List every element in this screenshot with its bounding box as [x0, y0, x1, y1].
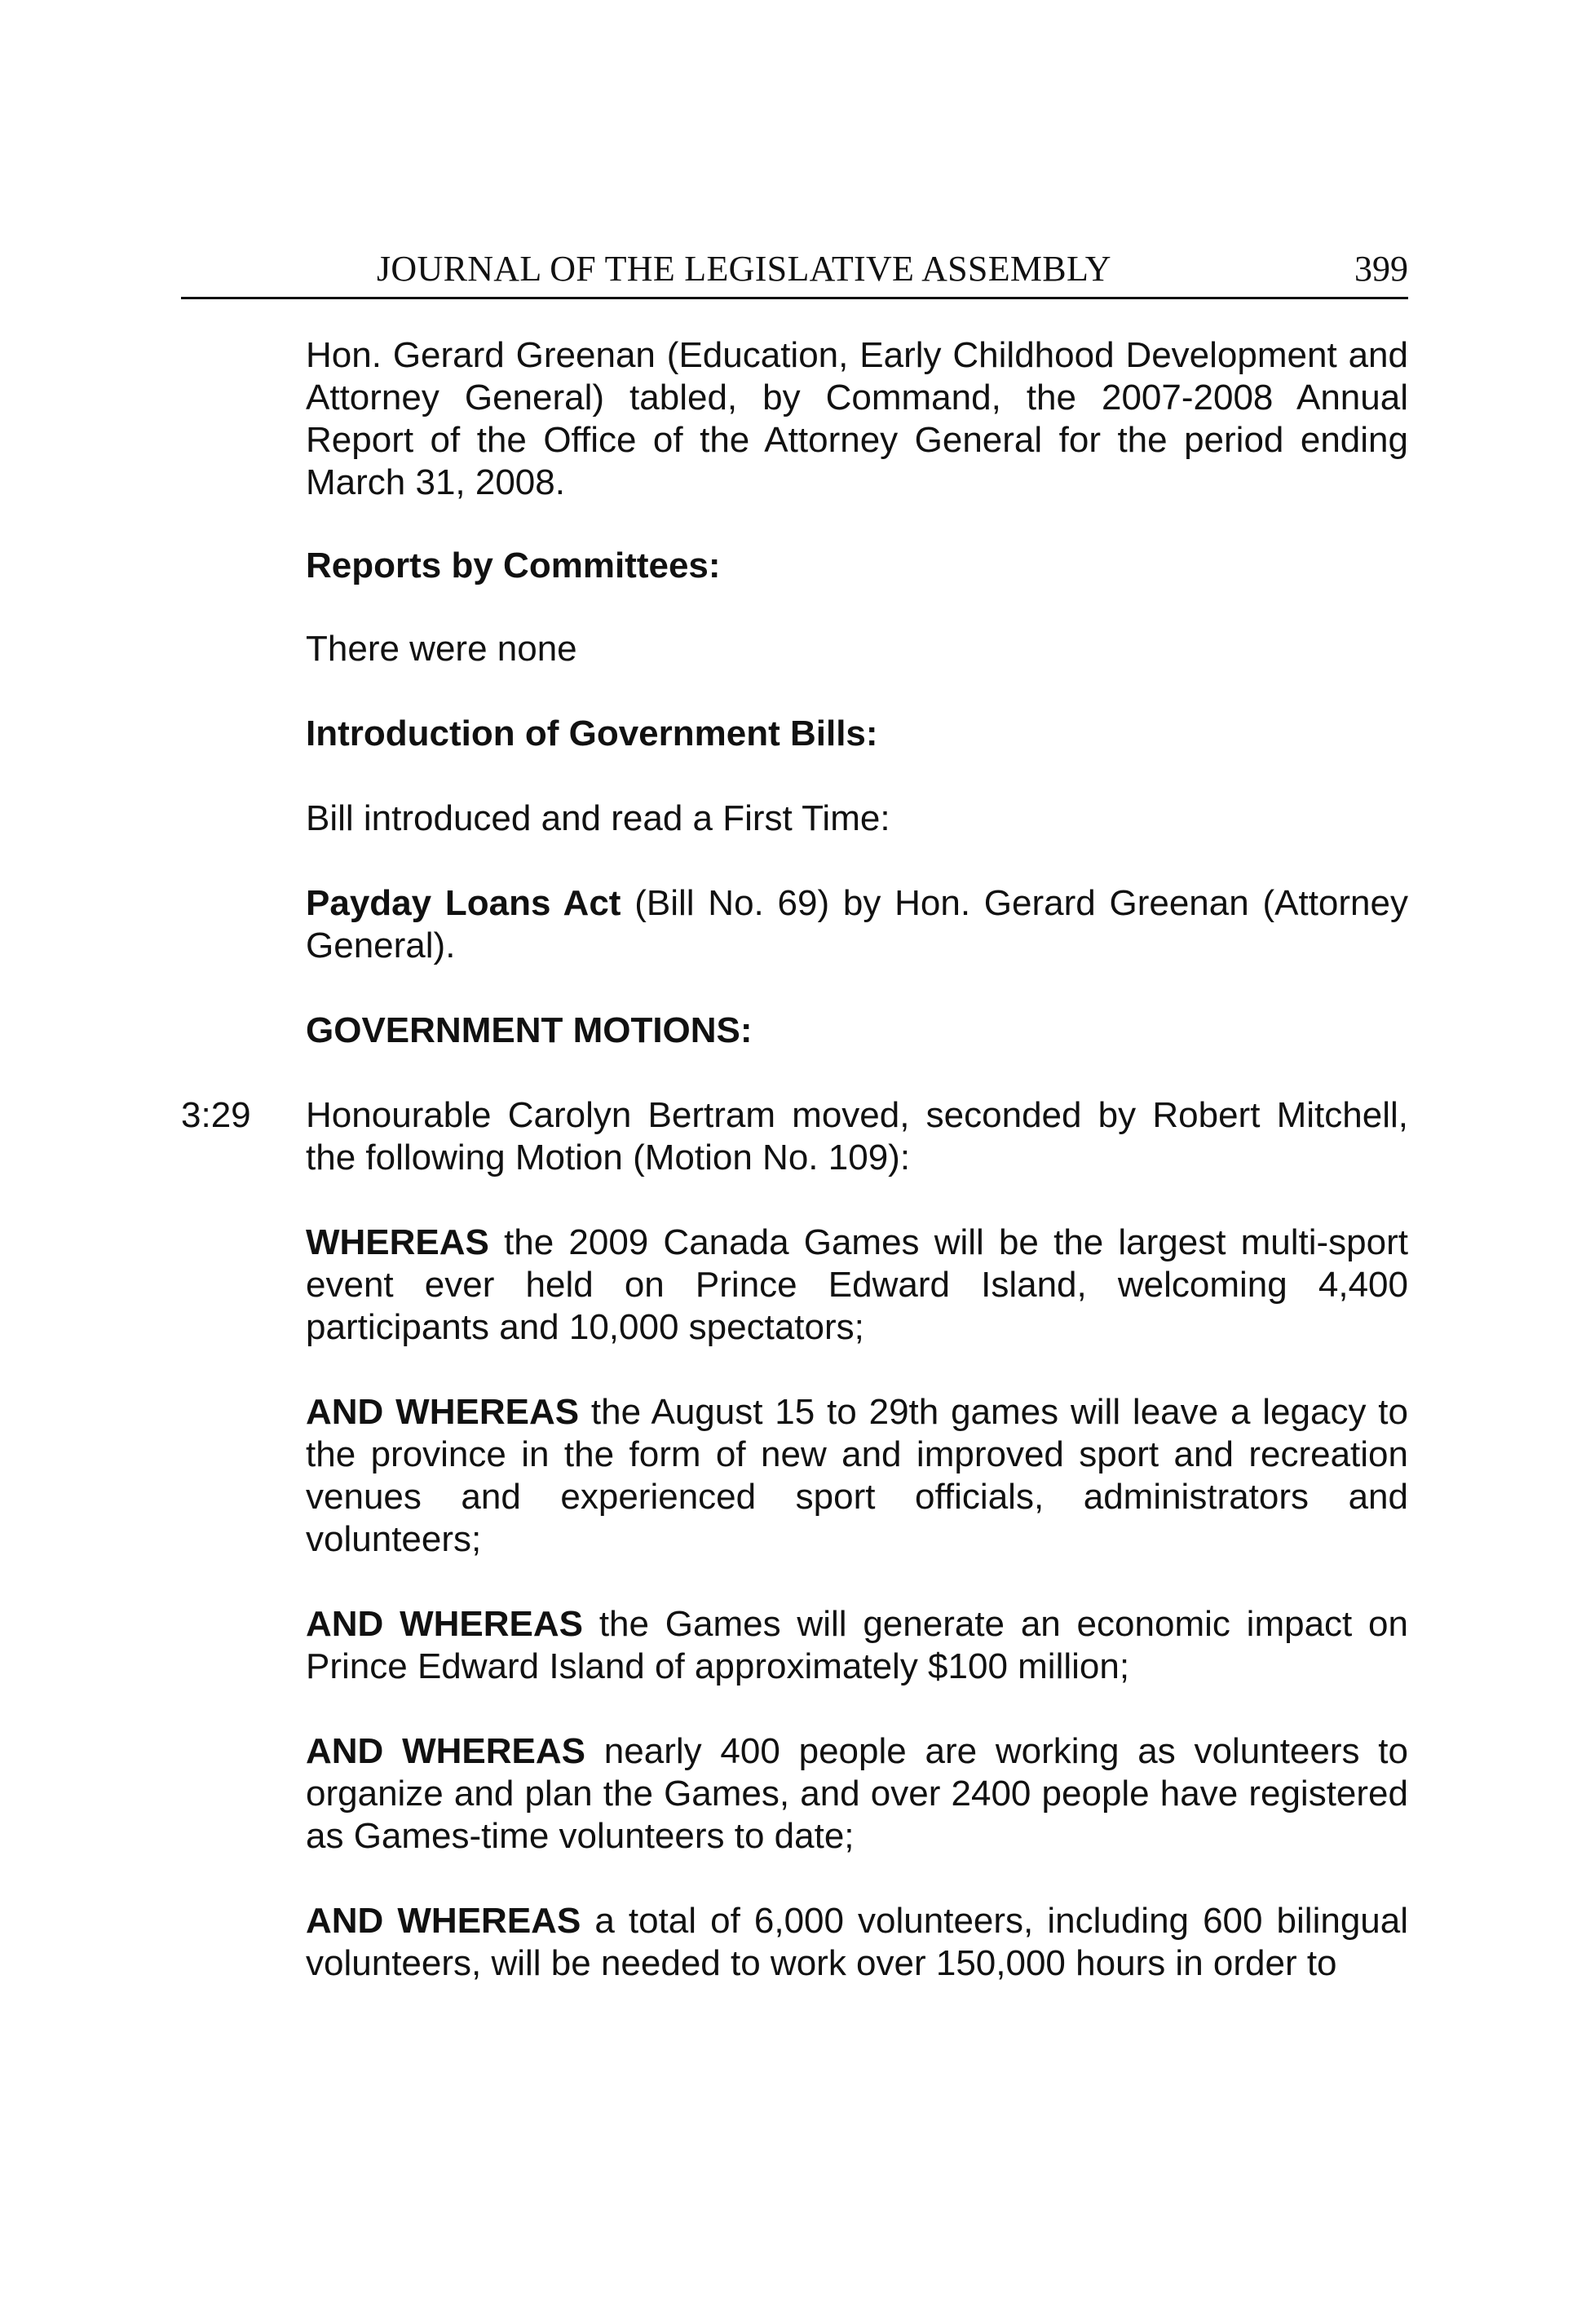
- clause-text: the 2009 Canada Games will be the largest multi-sport event ever held on Prince Edward Island, welcoming 4,400 participants and 10,000 spectators;: [306, 1222, 1408, 1347]
- running-header: [181, 245, 1408, 299]
- clause-text: a total of 6,000 volunteers, including 600 bilingual volunteers, will be needed to work over 150,000 hours in order to: [306, 1901, 1409, 1983]
- tabled-report-paragraph: Hon. Gerard Greenan (Education, Early Childhood Development and Attorney General) tabled, by Command, the 2007-2008 Annual Report of the Office of the Attorney General for the period ending March 31, 2008.: [306, 335, 1408, 502]
- time-stamp: 3:29: [181, 1095, 251, 1135]
- bill-title: Payday Loans Act: [306, 883, 621, 923]
- clause-lead: AND WHEREAS: [306, 1392, 580, 1432]
- reports-committees-heading: Reports by Committees:: [306, 546, 721, 585]
- clause-text: nearly 400 people are working as volunteers to organize and plan the Games, and over 2400 people have registered as Games-time volunteers to date;: [306, 1731, 1409, 1856]
- government-bills-heading: Introduction of Government Bills:: [306, 714, 878, 753]
- clause-lead: WHEREAS: [306, 1222, 489, 1262]
- bill-details: (Bill No. 69) by Hon. Gerard Greenan (Attorney General).: [306, 883, 1408, 965]
- motion-clause: [306, 1730, 1408, 1858]
- bill-entry: [306, 882, 1408, 967]
- bill-introduced-text: Bill introduced and read a First Time:: [306, 798, 890, 838]
- page-number: 399: [1354, 249, 1408, 289]
- journal-title: JOURNAL OF THE LEGISLATIVE ASSEMBLY: [377, 249, 1111, 289]
- clause-lead: AND WHEREAS: [306, 1731, 586, 1771]
- clause-lead: AND WHEREAS: [306, 1604, 584, 1644]
- clause-lead: AND WHEREAS: [306, 1901, 581, 1941]
- motion-clause: [306, 1603, 1408, 1688]
- clause-text: the Games will generate an economic impact on Prince Edward Island of approximately $100 million;: [306, 1604, 1408, 1686]
- clause-text: the August 15 to 29th games will leave a legacy to the province in the form of new and improved sport and recreation venues and experienced sport officials, administrators and volunteers;: [306, 1392, 1408, 1559]
- motion-clause: [306, 1900, 1408, 1985]
- government-motions-heading: GOVERNMENT MOTIONS:: [306, 1010, 753, 1050]
- motion-clause: [306, 1391, 1408, 1561]
- motion-intro: Honourable Carolyn Bertram moved, seconded by Robert Mitchell, the following Motion (Motion No. 109):: [306, 1095, 1408, 1177]
- motion-clause: [306, 1222, 1408, 1349]
- reports-committees-text: There were none: [306, 629, 577, 669]
